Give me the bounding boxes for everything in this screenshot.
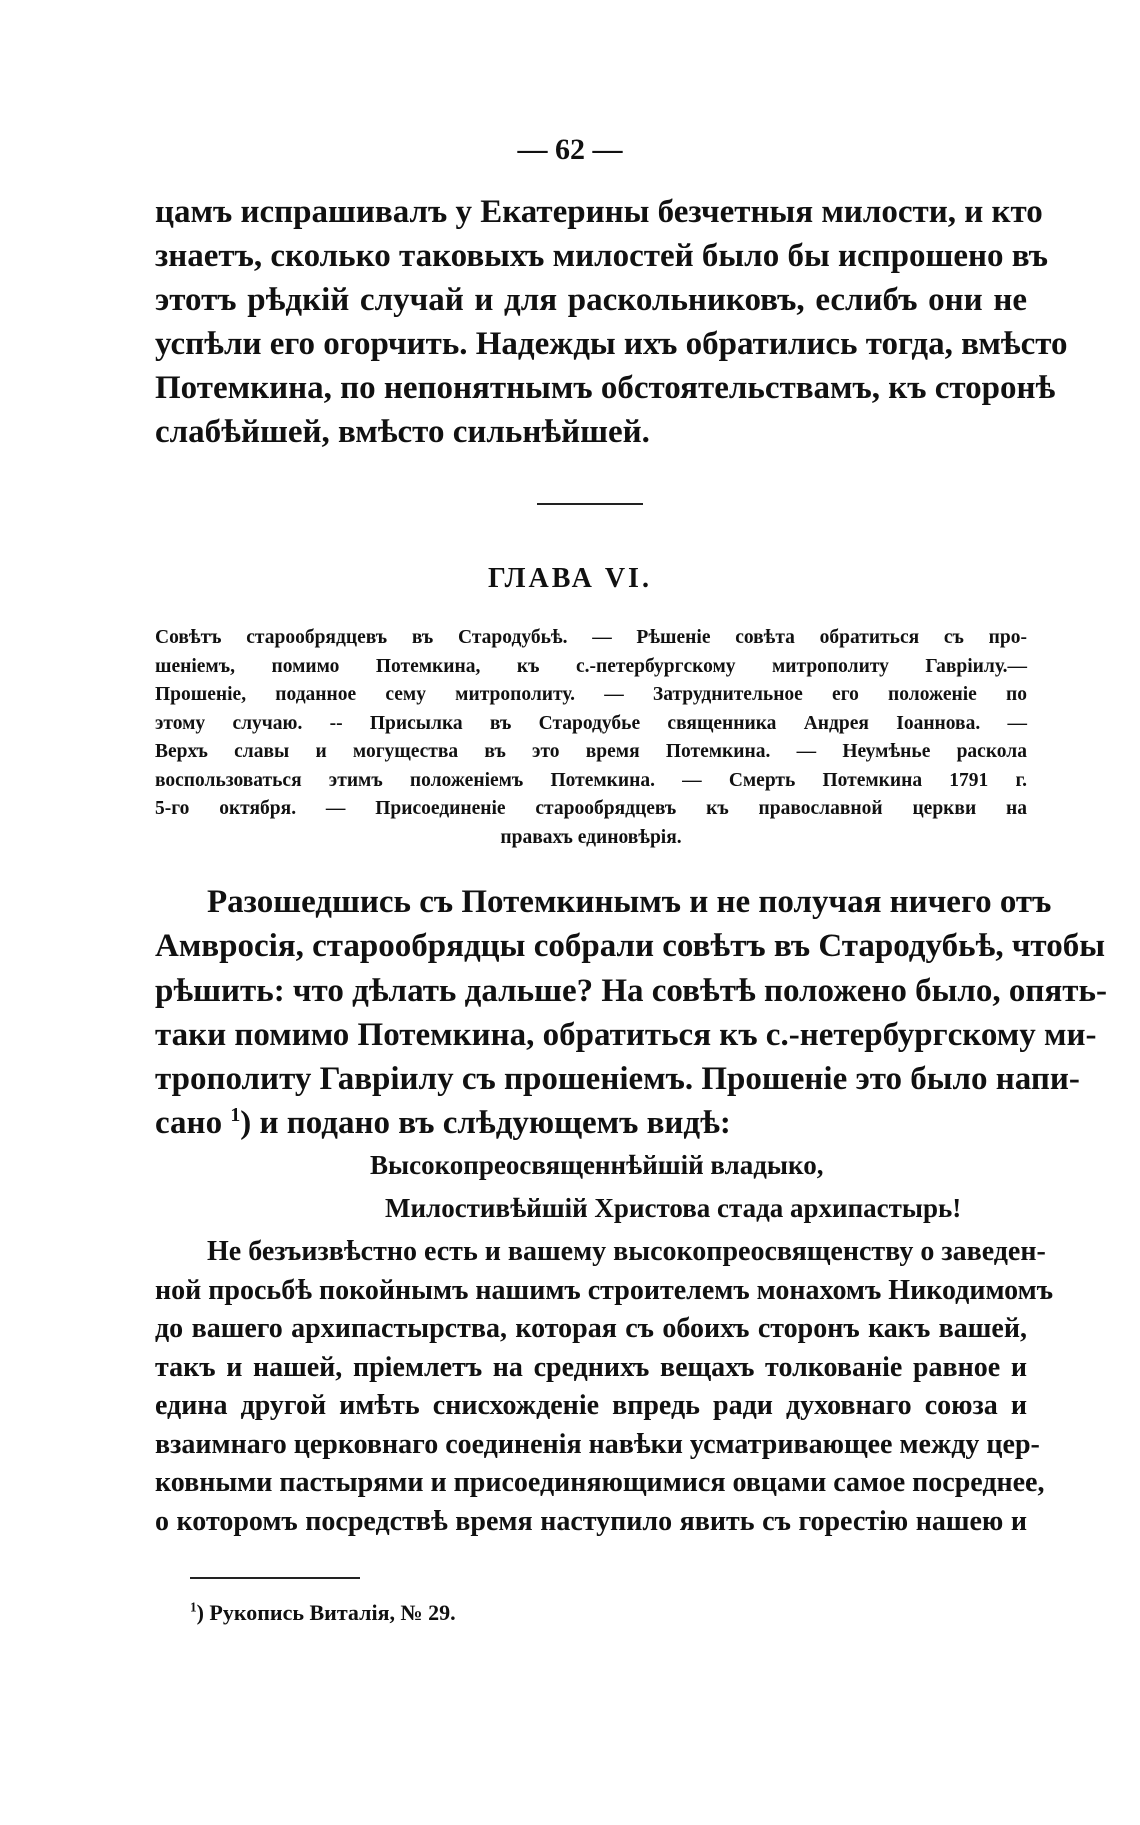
text-line: Амвросія, старообрядцы собрали совѣтъ въ Стародубьѣ, чтобы — [155, 928, 1105, 965]
text-line: ковными пастырями и присоединяющимися овцами самое посреднее, — [155, 1467, 1045, 1498]
summary-line: Прошеніе, поданное сему митрополиту. — Затруднительное его положеніе по — [155, 684, 1027, 705]
footnote-marker: 1 — [190, 1599, 197, 1615]
text-line: Потемкина, по непонятнымъ обстоятельствамъ, къ сторонѣ — [155, 370, 1056, 406]
summary-line: шеніемъ, помимо Потемкина, къ с.-петербургскому митрополиту Гавріилу.— — [155, 655, 1027, 677]
text-line: трополиту Гавріилу съ прошеніемъ. Прошеніе это было напи- — [155, 1061, 1080, 1098]
continuation-paragraph — [155, 190, 1068, 454]
text-line: ной просьбѣ покойнымъ нашимъ строителемъ монахомъ Никодимомъ — [155, 1274, 1054, 1306]
summary-line: Совѣтъ старообрядцевъ въ Стародубьѣ. — Рѣшеніе совѣта обратиться съ про- — [155, 627, 1027, 648]
text-line: едина другой имѣть снисхожденіе впредь ради духовнаго союза и — [155, 1390, 1027, 1421]
text-line — [155, 1101, 1027, 1145]
text-line: цамъ испрашивалъ у Екатерины безчетныя милости, и кто — [155, 194, 1043, 230]
text-line: такъ и нашей, пріемлетъ на среднихъ вещахъ толкованіе равное и — [155, 1351, 1027, 1383]
text-fragment: сано — [155, 1105, 231, 1142]
summary-line: воспользоваться этимъ положеніемъ Потемкина. — Смерть Потемкина 1791 г. — [155, 769, 1027, 791]
salutation-line-2: Милостивѣйшій Христова стада архипастырь! — [385, 1193, 962, 1223]
page-number: — 62 — — [517, 133, 623, 166]
footnote — [190, 1598, 456, 1628]
section-divider — [537, 503, 643, 505]
text-line: Не безъизвѣстно есть и вашему высокопреосвященству о заведен- — [207, 1236, 1046, 1267]
petition-text — [155, 1233, 1054, 1541]
summary-line: Верхъ славы и могущества въ это время Потемкина. — Неумѣнье раскола — [155, 741, 1027, 762]
text-line: знаетъ, сколько таковыхъ милостей было бы испрошено въ — [155, 238, 1048, 274]
text-line: успѣли его огорчить. Надежды ихъ обратились тогда, вмѣсто — [155, 326, 1068, 362]
text-line: рѣшить: что дѣлать дальше? На совѣтѣ положено было, опять- — [155, 972, 1107, 1009]
chapter-title: ГЛАВА VI. — [488, 563, 652, 594]
text-line: этотъ рѣдкій случай и для раскольниковъ, еслибъ они не — [155, 282, 1027, 318]
chapter-summary — [155, 624, 1027, 852]
summary-line: правахъ единовѣрія. — [500, 826, 682, 848]
text-line: до вашего архипастырства, которая съ обоихъ сторонъ какъ вашей, — [155, 1313, 1027, 1344]
footnote-divider — [190, 1577, 360, 1579]
salutation-line-1: Высокопреосвященнѣйшій владыко, — [370, 1150, 824, 1180]
footnote-reference[interactable]: 1 — [230, 1104, 241, 1127]
text-line: слабѣйшей, вмѣсто сильнѣйшей. — [155, 414, 650, 450]
text-line: Разошедшись съ Потемкинымъ и не получая ничего отъ — [207, 884, 1052, 920]
footnote-text: ) Рукопись Виталія, № 29. — [196, 1600, 456, 1625]
summary-line: 5-го октября. — Присоединеніе старообрядцевъ къ православной церкви на — [155, 798, 1027, 819]
main-paragraph — [155, 880, 1107, 1146]
summary-line: этому случаю. -- Присылка въ Стародубье священника Андрея Іоаннова. — — [155, 712, 1027, 734]
text-fragment: ) и подано въ слѣдующемъ видѣ: — [240, 1105, 731, 1142]
text-line: взаимнаго церковнаго соединенія навѣки усматривающее между цер- — [155, 1428, 1040, 1460]
text-line: о которомъ посредствѣ время наступило явить съ горестію нашею и — [155, 1505, 1027, 1537]
text-line: таки помимо Потемкина, обратиться къ с.-нетербургскому ми- — [155, 1016, 1097, 1053]
